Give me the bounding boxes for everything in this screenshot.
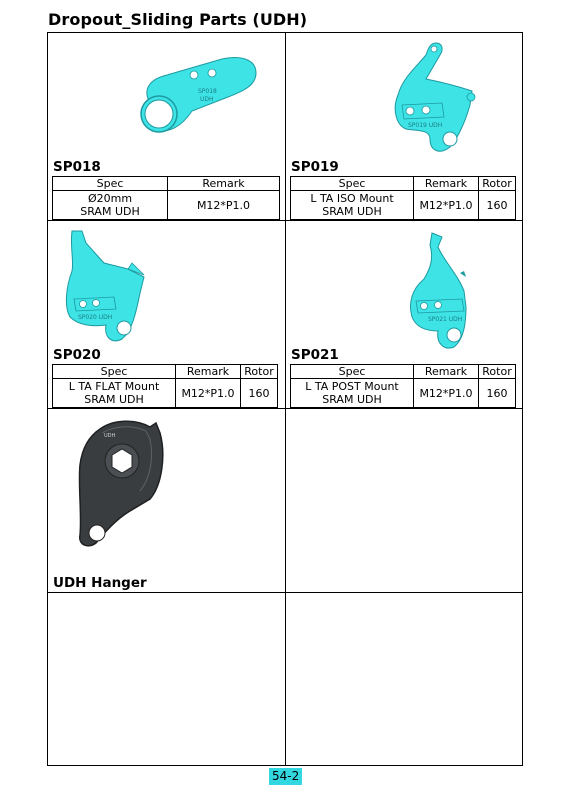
sp020-spec [53,379,176,408]
sp019-spec [291,191,414,220]
sp018-engraving-1: SP018 [198,88,217,95]
sp021-spec-line-1: L TA POST Mount [305,380,399,393]
remark-header: Remark [414,365,479,379]
sp020-spec-table [52,364,278,408]
udh-engraving: UDH [104,433,116,439]
sp019-dropout-image [386,39,486,159]
sp021-rotor: 160 [479,379,516,408]
sp021-spec-line-2: SRAM UDH [322,393,382,406]
spec-header: Spec [291,177,414,191]
remark-header: Remark [414,177,479,191]
sp020-spec-line-1: L TA FLAT Mount [68,380,160,393]
sp020-engraving: SP020 UDH [78,314,113,321]
sp018-remark: M12*P1.0 [168,191,280,220]
sp020-remark: M12*P1.0 [176,379,241,408]
rotor-header: Rotor [479,177,516,191]
part-cell-sp018 [48,33,285,220]
sp018-spec-line-1: Ø20mm [87,192,133,205]
rotor-header: Rotor [479,365,516,379]
sp018-spec-line-2: SRAM UDH [80,205,140,218]
sp019-engraving: SP019 UDH [408,122,443,129]
udh-hanger-name: UDH Hanger [53,575,147,591]
sp020-spec-line-2: SRAM UDH [84,393,144,406]
page-number-badge: 54-2 [269,768,302,785]
udh-hanger-image [70,415,190,555]
sp018-engraving-2: UDH [200,96,214,103]
sp018-dropout-image [132,51,262,141]
sp018-code: SP018 [53,159,101,175]
sp021-remark: M12*P1.0 [414,379,479,408]
grid-divider-row-3 [48,592,522,593]
sp020-dropout-image [58,227,158,347]
sp021-spec [291,379,414,408]
spec-header: Spec [53,177,168,191]
page-title: Dropout_Sliding Parts (UDH) [48,10,308,29]
part-cell-sp020 [48,221,285,408]
sp019-spec-line-2: SRAM UDH [322,205,382,218]
sp018-spec [53,191,168,220]
sp021-spec-table [290,364,516,408]
sp019-code: SP019 [291,159,339,175]
sp021-engraving: SP021 UDH [428,316,463,323]
remark-header: Remark [176,365,241,379]
part-cell-sp019 [286,33,523,220]
spec-header: Spec [291,365,414,379]
rotor-header: Rotor [241,365,278,379]
sp020-code: SP020 [53,347,101,363]
part-cell-udh-hanger [48,409,285,592]
part-cell-sp021 [286,221,523,408]
sp019-spec-table [290,176,516,220]
sp021-dropout-image [404,231,504,351]
sp021-code: SP021 [291,347,339,363]
sp019-spec-line-1: L TA ISO Mount [310,192,394,205]
sp018-spec-table [52,176,280,220]
sp020-rotor: 160 [241,379,278,408]
sp019-remark: M12*P1.0 [414,191,479,220]
remark-header: Remark [168,177,280,191]
spec-header: Spec [53,365,176,379]
sp019-rotor: 160 [479,191,516,220]
parts-grid [47,32,523,766]
